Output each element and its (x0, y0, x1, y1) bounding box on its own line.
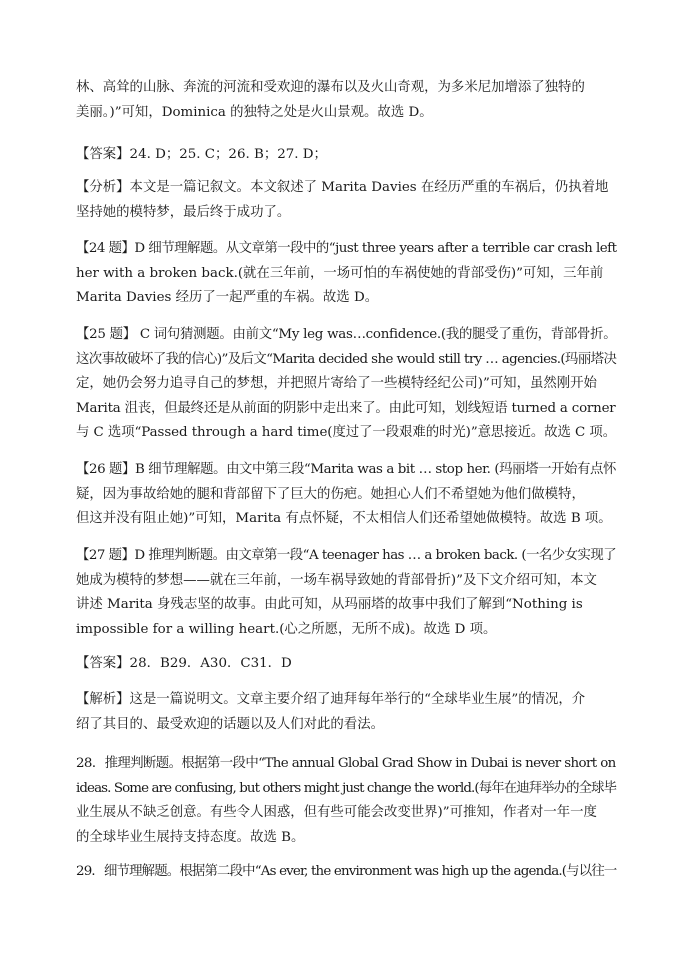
text-line: 【答案】24. D；25. C；26. B；27. D； (76, 147, 327, 162)
text-line: Marita Davies 经历了一起严重的车祸。故选 D。 (76, 290, 379, 305)
paragraph-explanation (76, 688, 616, 737)
text-line: 这次事故破坏了我的信心)”及后文“Marita decided she would still try … agencies.(玛丽塔决 (76, 351, 617, 367)
paragraph-question-25 (76, 323, 616, 446)
paragraph-question-26 (76, 458, 616, 532)
text-line: 与 C 选项“Passed through a hard time(度过了一段艰难的时光)”意思接近。故选 C 项。 (76, 425, 617, 440)
text-line: impossible for a willing heart.(心之所愿，无所不成)。故选 D 项。 (76, 621, 497, 637)
text-line: 但这并没有阻止她)”可知，Marita 有点怀疑，不太相信人们还希望她做模特。故选 B 项。 (76, 511, 612, 526)
text-line: 绍了其目的、最受欢迎的话题以及人们对此的看法。 (76, 716, 384, 732)
text-line: 疑，因为事故给她的腿和背部留下了巨大的伤疤。她担心人们不希望她为他们做模特， (76, 486, 585, 502)
text-line: her with a broken back.(就在三年前，一场可怕的车祸使她的背部受伤)”可知，三年前 (76, 265, 604, 281)
text-line: 【24 题】D 细节理解题。从文章第一段中的“just three years after a terrible car crash left (76, 241, 617, 256)
text-line: 业生展从不缺乏创意。有些令人困惑，但有些可能会改变世界)”可推知，作者对一年一度 (76, 805, 597, 820)
text-line: 坚持她的模特梦，最后终于成功了。 (76, 204, 291, 220)
text-line: 【26 题】B 细节理解题。由文中第三段“Marita was a bit … stop her. (玛丽塔一开始有点怀 (76, 462, 616, 477)
text-line: Marita 沮丧，但最终还是从前面的阴影中走出来了。由此可知，划线短语 turned a corner (76, 400, 616, 416)
paragraph-answers-24-27 (76, 143, 616, 168)
text-line: 【分析】本文是一篇记叙文。本文叙述了 Marita Davies 在经历严重的车祸后，仍执着地 (76, 180, 609, 195)
text-line: 28．推理判断题。根据第一段中“The annual Global Grad Show in Dubai is never short on (76, 756, 616, 771)
text-line: 【解析】这是一篇说明文。文章主要介绍了迪拜每年举行的“全球毕业生展”的情况，介 (76, 692, 586, 707)
paragraph-question-28 (76, 752, 616, 850)
text-line: ideas. Some are confusing, but others might just change the world.(每年在迪拜举办的全球毕 (76, 780, 617, 796)
text-line: 定，她仍会努力追寻自己的梦想，并把照片寄给了一些模特经纪公司)”可知，虽然刚开始 (76, 376, 597, 391)
text-line: 【答案】28．B29．A30．C31．D (76, 656, 292, 671)
text-line: 【27 题】D 推理判断题。由文章第一段“A teenager has … a broken back. (一名少女实现了 (76, 548, 617, 563)
text-line: 讲述 Marita 身残志坚的故事。由此可知，从玛丽塔的故事中我们了解到“Nothing is (76, 597, 583, 612)
text-line: 林、高耸的山脉、奔流的河流和受欢迎的瀑布以及火山奇观，为多米尼加增添了独特的 (76, 80, 585, 95)
text-line: 美丽。)”可知，Dominica 的独特之处是火山景观。故选 D。 (76, 104, 433, 120)
paragraph-question-27 (76, 544, 616, 642)
text-line: 的全球毕业生展持支持态度。故选 B。 (76, 829, 305, 845)
paragraph-question-29 (76, 860, 616, 885)
text-line: 29．细节理解题。根据第二段中“As ever, the environment was high up the agenda.(与以往一 (76, 864, 617, 879)
paragraph-analysis (76, 176, 616, 225)
text-line: 她成为模特的梦想——就在三年前，一场车祸导致她的背部骨折)”及下文介绍可知，本文 (76, 572, 597, 588)
paragraph-answers-28-31 (76, 652, 616, 677)
paragraph-question-24 (76, 237, 616, 311)
paragraph-answer-explanation-end (76, 76, 616, 125)
text-line: 【25 题】 C 词句猜测题。由前文“My leg was…confidence.(我的腿受了重伤，背部骨折。 (76, 327, 617, 342)
